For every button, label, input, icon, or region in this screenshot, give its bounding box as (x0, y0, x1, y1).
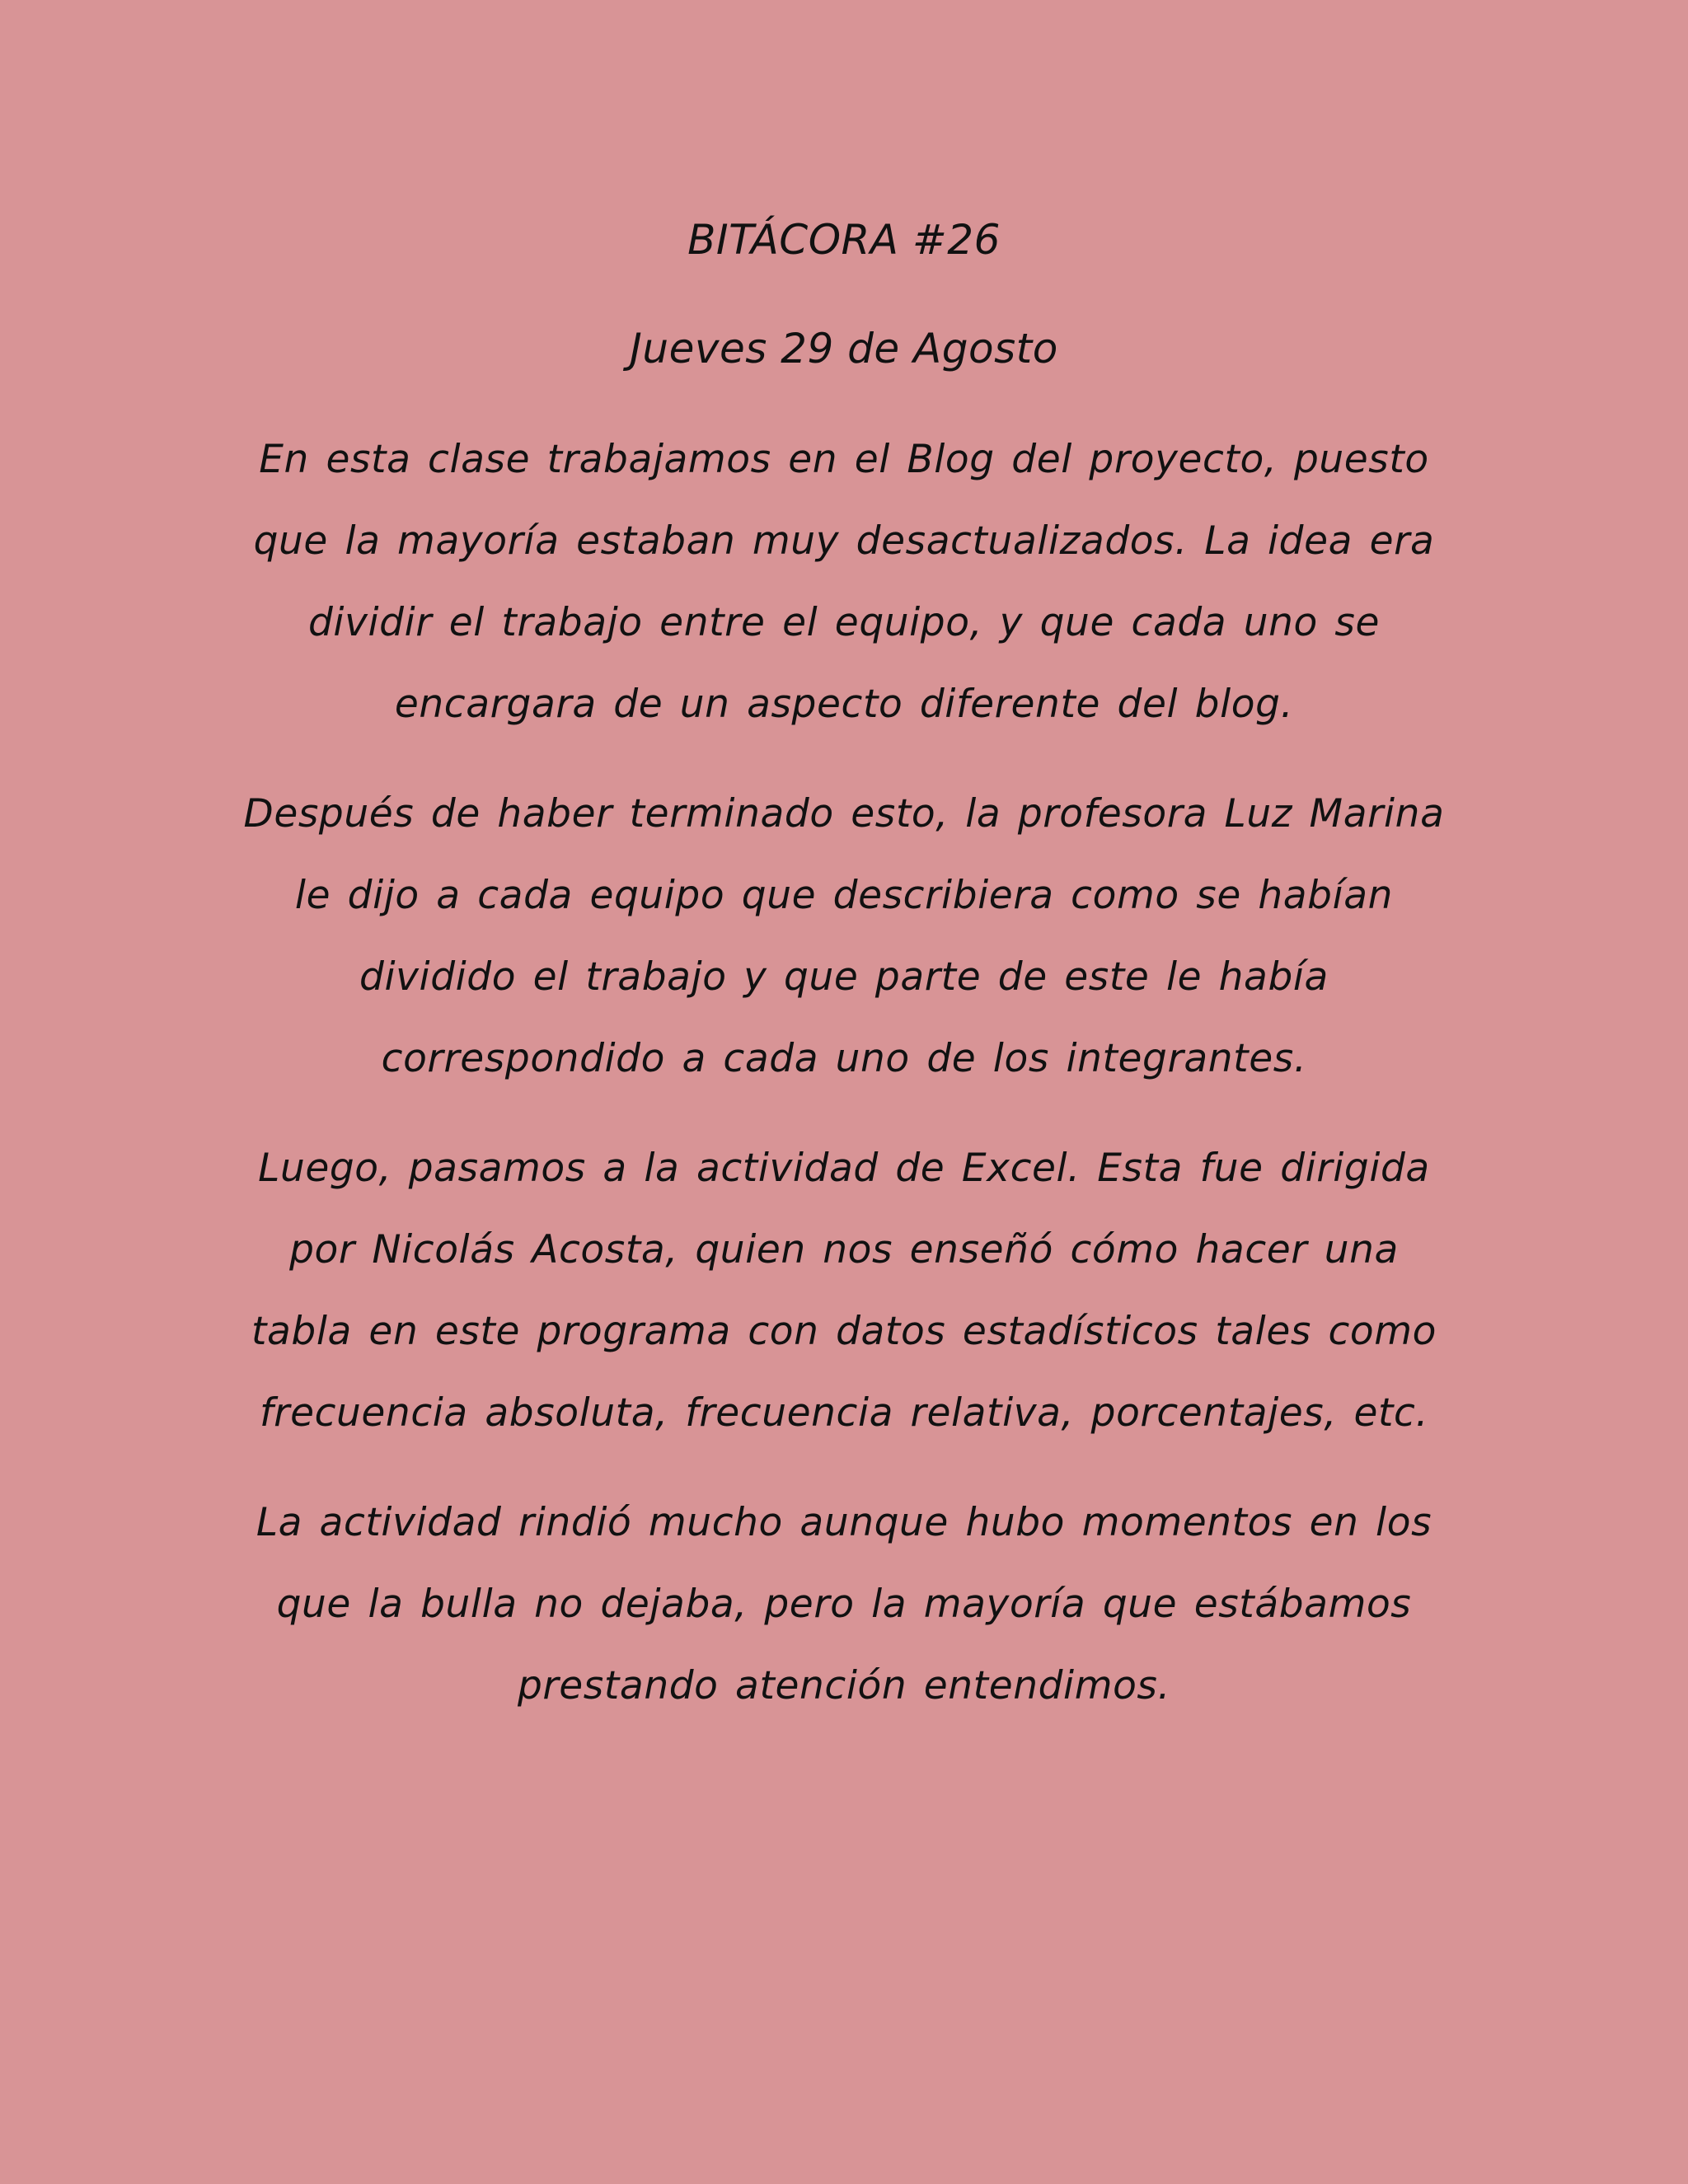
entry-date: Jueves 29 de Agosto (630, 325, 1058, 373)
paragraph-2: Después de haber terminado esto, la profesora Luz Marina le dijo a cada equipo que describiera como se habían dividido el trabajo y que parte de este le había correspondido a cada uno de los integrantes. (243, 791, 1445, 1081)
paragraph-3: Luego, pasamos a la actividad de Excel. Esta fue dirigida por Nicolás Acosta, quien nos enseñó cómo hacer una tabla en este programa con datos estadísticos tales como frecuencia absoluta, frecuencia relativa, porcentajes, etc. (251, 1146, 1437, 1436)
document-content (239, 206, 1449, 1727)
paragraph-1: En esta clase trabajamos en el Blog del proyecto, puesto que la mayoría estaban muy desactualizados. La idea era dividir el trabajo entre el equipo, y que cada uno se encargara de un aspecto diferente del blog. (253, 437, 1435, 727)
page-title: BITÁCORA #26 (687, 216, 1001, 264)
paragraph-4: La actividad rindió mucho aunque hubo momentos en los que la bulla no dejaba, pero la mayoría que estábamos prestando atención entendimos. (256, 1500, 1432, 1708)
